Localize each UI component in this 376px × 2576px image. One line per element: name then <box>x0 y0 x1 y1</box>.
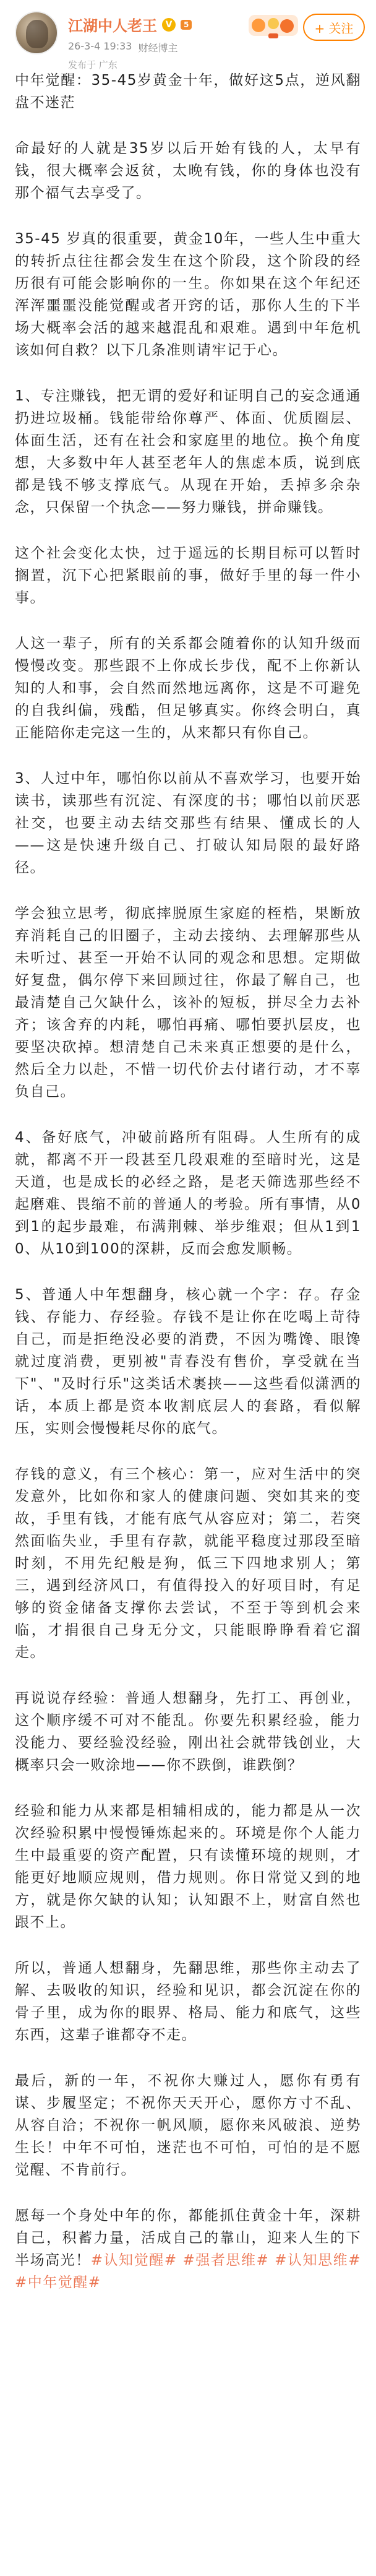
post-paragraph: 人这一辈子，所有的关系都会随着你的认知升级而慢慢改变。那些跟不上你成长步伐，配不上你新认知的人和事，会自然而然地远离你，这是不可避免的自我纠偏，残酷，但足够真实。你终会明白，真正能陪你走完这一生的，从来都只有你自己。 <box>15 636 361 741</box>
post-paragraph: 这个社会变化太快，过于遥远的长期目标可以暂时搁置，沉下心把紧眼前的事，做好手里的每一件小事。 <box>15 545 361 606</box>
post-paragraph: 经验和能力从来都是相辅相成的，能力都是从一次次经验积累中慢慢锤炼起来的。环境是你个人能力生中最重要的资产配置，只有读懂环境的规则，才能更好地顺应规则，借力规则。你日常觉又到的地方，就是你欠缺的认知；认知跟不上，财富自然也跟不上。 <box>15 1803 361 1930</box>
post-paragraph: 35-45 岁真的很重要，黄金10年，一些人生中重大的转折点往往都会发生在这个阶段，这个阶段的经历很有可能会影响你的一生。你如果在这个年纪还浑浑噩噩没能觉醒或者开窍的话，那你人生的下半场大概率会活的越来越混乱和艰难。遇到中年危机该如何自救？以下几条准则请牢记于心。 <box>15 231 361 358</box>
account-type: 财经博主 <box>138 42 178 54</box>
post-paragraph: 所以，普通人想翻身，先翻思维，那些你主动去了解、去吸收的知识，经验和见识，都会沉淀在你的骨子里，成为你的眼界、格局、能力和底气，这些东西，这辈子谁都夺不走。 <box>15 1960 361 2043</box>
post-paragraph: 1、专注赚钱，把无谓的爱好和证明自己的妄念通通扔进垃圾桶。钱能带给你尊严、体面、优质圈层、体面生活，还有在社会和家庭里的地位。换个角度想，大多数中年人甚至老年人的焦虑本质，说到底都是钱不够支撑底气。从现在开始，丢掉多余杂念，只保留一个执念——努力赚钱，拼命赚钱。 <box>15 388 361 516</box>
post-header <box>0 0 376 69</box>
follow-button[interactable]: + 关注 <box>303 14 365 41</box>
post-paragraph: 3、人过中年，哪怕你以前从不喜欢学习，也要开始读书，读那些有沉淀、有深度的书；哪怕以前厌恶社交，也要主动去结交那些有结果、懂成长的人——这是快速升级自己、打破认知局限的最好路径。 <box>15 771 361 876</box>
post-paragraph: 4、备好底气，冲破前路所有阻碍。人生所有的成就，都离不开一段甚至几段艰难的至暗时光，这是天道，也是成长的必经之路，是老天筛选那些经不起磨难、畏缩不前的普通人的考验。所有事情，从0到1的起步最难，布满荆棘、举步维艰；但从1到10、从10到100的深耕，反而会愈发顺畅。 <box>15 1130 361 1257</box>
username[interactable]: 江湖中人老王 <box>68 17 157 35</box>
post-paragraph-text: 愿每一个身处中年的你，都能抓住黄金十年，深耕自己，积蓄力量，活成自己的靠山，迎来人生的下半场高光！ <box>15 2208 361 2268</box>
post-paragraph: 存钱的意义，有三个核心：第一，应对生活中的突发意外，比如你和家人的健康问题、突如其来的变故，手里有钱，才能有底气从容应对；第二，若突然面临失业，手里有存款，就能平稳度过那段至暗时刻，不用先纪般是狗，低三下四地求别人；第三，遇到经济风口，有值得投入的好项目时，有足够的资金储备支撑你去尝试，不至于等到机会来临，才捐很自己身无分文，只能眼睁睁看着它溜走。 <box>15 1466 361 1661</box>
post-meta <box>68 40 361 54</box>
post-paragraph: 学会独立思考，彻底摔脱原生家庭的桎梏，果断放弃消耗自己的旧圈子，主动去接纳、去理解那些从未听过、甚至一开始不认同的观念和思想。定期做好复盘，偶尔停下来回顾过往，你最了解自己，也最清楚自己欠缺什么，该补的短板，拼尽全力去补齐；该舍弃的内耗，哪怕再痛、哪怕要扒层皮，也要坚决砍掉。想清楚自己未来真正想要的是什么，然后全力以赴，不惜一切代价去付诸行动，才不辜负自己。 <box>15 905 361 1100</box>
hashtag-links[interactable]: #认知觉醒# #强者思维# #认知思维# #中年觉醒# <box>15 2252 361 2291</box>
avatar[interactable] <box>15 11 58 54</box>
post-paragraph-last <box>15 2205 361 2294</box>
post-paragraph: 最后，新的一年，不祝你大赚过人，愿你有勇有谋、步履坚定；不祝你天天开心，愿你方寸不乱、从容自洽；不祝你一帆风顺，愿你来风破浪、逆势生长！中年不可怕，迷茫也不可怕，可怕的是不愿觉醒、不肯前行。 <box>15 2073 361 2178</box>
post-paragraph: 再说说存经验：普通人想翻身，先打工、再创业，这个顺序缓不可对不能乱。你要先积累经验，能力没能力、要经验没经验，刚出社会就带钱创业，大概率只会一败涂地——你不跌倒，谁跌倒？ <box>15 1690 361 1773</box>
post-timestamp: 26-3-4 19:33 <box>68 40 132 52</box>
post-title: 中年觉醒：35-45岁黄金十年，做好这5点，逆风翻盘不迷茫 <box>15 72 361 111</box>
decorative-banner-icon <box>246 9 301 42</box>
level-badge: 5 <box>181 20 192 30</box>
post-body <box>0 69 376 2294</box>
post-location: 发布于 广东 <box>68 59 118 71</box>
post-paragraph: 命最好的人就是35岁以后开始有钱的人，太早有钱，很大概率会返贫，太晚有钱，你的身体也没有那个福气去享受了。 <box>15 140 361 201</box>
post-paragraph: 5、普通人中年想翻身，核心就一个字：存。存金钱、存能力、存经验。存钱不是让你在吃喝上苛待自己，而是拒绝没必要的消费，不因为嘴馋、眼馋就过度消费，更别被"青春没有售价，享受就在当下"、"及时行乐"这类话术裹挟——这些看似潇洒的话，本质上都是资本收割底层人的套路，看似解压，实则会慢慢耗尽你的底气。 <box>15 1287 361 1437</box>
verified-v-icon: V <box>162 18 176 32</box>
